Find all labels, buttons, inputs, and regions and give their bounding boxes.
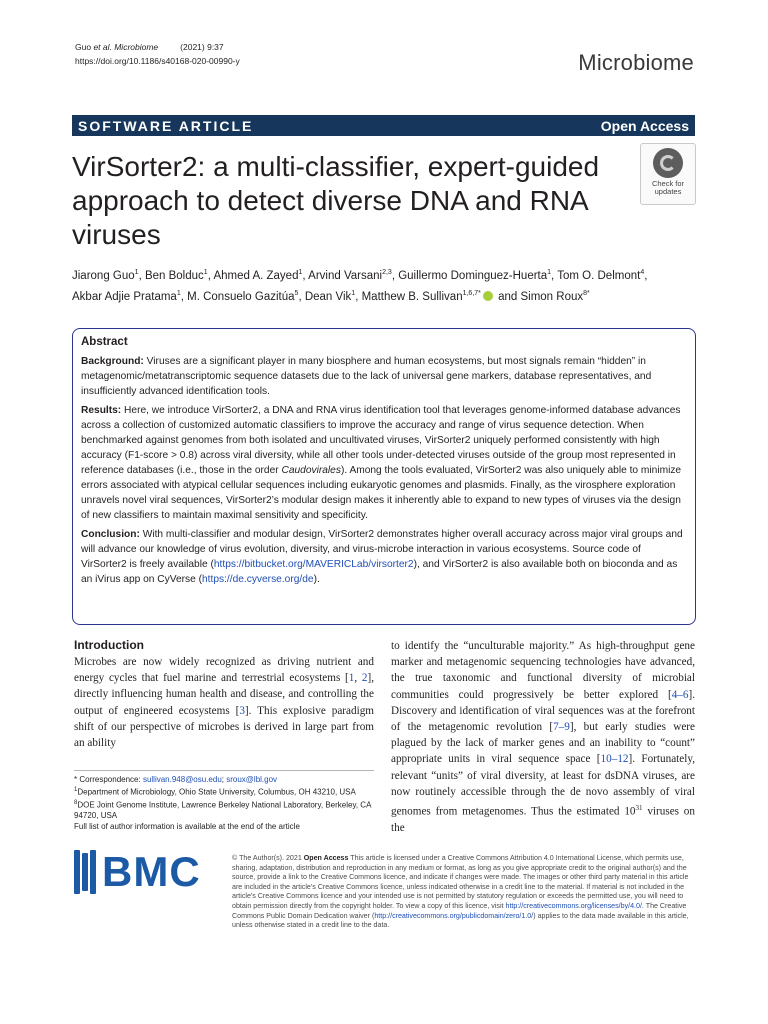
author-name: Ahmed A. Zayed [213, 269, 299, 282]
author-name: M. Consuelo Gazitúa [187, 290, 295, 303]
citation-ref[interactable]: 10–12 [600, 753, 629, 766]
affiliation-marker: 1 [176, 289, 181, 297]
email-link[interactable]: sullivan.948@osu.edu [142, 775, 222, 784]
introduction-heading: Introduction [74, 638, 144, 652]
abstract-results: Results: Here, we introduce VirSorter2, a DNA and RNA virus identification tool that leverages genome-informed database advances across a collection of customized automatic classifiers to improve the accuracy and range of virus sequence detection. When benchmarked against genomes from both isolated and uncultivated viruses, VirSorter2 uniquely performed consistently with high accuracy (F1-score > 0.8) across viral diversity, while all other tools under-detected viruses outside of the group most represented in reference databases (i.e., those in the order Caudovirales). Among the tools evaluated, VirSorter2 was also uniquely able to minimize errors associated with atypical cellular sequences including eukaryotic genomes and plasmids. Finally, as the virosphere exploration unravels novel viral sequences, VirSorter2’s modular design makes it inherently able to expand to new types of viruses via the design of new classifiers to maintain maximal sensitivity and specificity. [81, 405, 682, 521]
author-line-2: Akbar Adjie Pratama$^1$, M. Consuelo Gazitúa$^5$, Dean Vik$^1$, Matthew B. Sullivan$^{1,6,7*}$ and Simon Roux$^{8*}$ [72, 289, 590, 303]
bmc-logo [74, 848, 201, 896]
citation-ref[interactable]: 1 [348, 672, 355, 685]
cyverse-link[interactable]: https://de.cyverse.org/de [202, 574, 314, 585]
bmc-wordmark: BMC [102, 848, 201, 895]
footnotes [74, 770, 374, 832]
intro-paragraph-left: Microbes are now widely recognized as driving nutrient and energy cycles that fuel marine and terrestrial ecosystems [1, 2], directly influencing human health and disease, and controlling the output of engineered ecosystems [3]. This explosive paradigm shift of our perspective of microbes is derived in large part from an ability [74, 656, 374, 750]
body-column-left [74, 638, 374, 751]
article-type-banner [72, 115, 695, 136]
check-for-updates-button[interactable]: Check for updates [640, 143, 696, 205]
article-type: SOFTWARE ARTICLE [78, 117, 254, 134]
orcid-icon[interactable] [483, 291, 493, 301]
affiliation-marker: 1 [203, 269, 208, 276]
author-name: Akbar Adjie Pratama [72, 290, 177, 303]
citation-ref[interactable]: 7–9 [553, 721, 570, 734]
doi-link[interactable]: https://doi.org/10.1186/s40168-020-00990-y [75, 56, 240, 66]
cc-by-link[interactable]: http://creativecommons.org/licenses/by/4.0/ [505, 901, 642, 910]
affiliation-marker: 8* [583, 289, 590, 297]
intro-paragraph-right: to identify the “unculturable majority.” As high-throughput gene marker and metagenomic sequencing technologies have advanced, the true taxonomic and functional diversity of microbial communities could progressively be better explored [4–6]. Discovery and identification of viral sequences was at the forefront of the metagenomic revolution [7–9], but early studies were plagued by the lack of marker genes and an inability to “count” appropriate units in viral sequence space [10–12]. Fortunately, relevant “units” of viral diversity, at least for dsDNA viruses, are now routinely accessible through the de novo assembly of viral genomes from metagenomes. Thus the estimated $10^{31}$ viruses on the [391, 640, 696, 834]
affiliation-marker: 1 [547, 269, 552, 276]
crossmark-icon [653, 148, 683, 178]
affiliation-1: $^1$Department of Microbiology, Ohio State University, Columbus, OH 43210, USA [74, 787, 356, 797]
bitbucket-link[interactable]: https://bitbucket.org/MAVERICLab/virsorter2 [213, 559, 414, 570]
bmc-mark-icon [74, 850, 96, 894]
author-name: Ben Bolduc [144, 269, 204, 282]
author-name: Arvind Varsani [308, 269, 383, 282]
author-name: Tom O. Delmont [557, 269, 641, 282]
author-line-1: Jiarong Guo$^1$, Ben Bolduc$^1$, Ahmed A. Zayed$^1$, Arvind Varsani$^{2,3}$, Guillermo Dominguez-Huerta$^1$, Tom O. Delmont$^4$, [72, 269, 648, 282]
open-access-label: Open Access [600, 117, 689, 134]
journal-name: Microbiome [578, 50, 694, 75]
affiliation-marker: 1 [351, 289, 356, 297]
author-name: Jiarong Guo [72, 269, 135, 282]
abstract-conclusion: Conclusion: With multi-classifier and modular design, VirSorter2 demonstrates higher overall accuracy across major viral groups and will advance our knowledge of virus evolution, diversity, and virus-microbe interaction in various ecosystems. Source code of VirSorter2 is freely available (https://bitbucket.org/MAVERICLab/virsorter2), and VirSorter2 is also available both on bioconda and as an iVirus app on CyVerse (https://de.cyverse.org/de). [81, 529, 683, 585]
affiliation-marker: 5 [294, 289, 299, 297]
abstract-heading: Abstract [81, 336, 128, 348]
body-column-right [391, 638, 695, 836]
abstract-background: Background: Viruses are a significant player in many biosphere and human ecosystems, but most signals remain “hidden” in metagenomic/metatranscriptomic sequence datasets due to the lack of universal gene markers, database representatives, and insufficiently advanced identification tools. [81, 356, 652, 397]
affiliation-marker: 1 [298, 269, 303, 276]
author-list [72, 264, 697, 306]
author-name: Guillermo Dominguez-Huerta [398, 269, 548, 282]
correspondence: * Correspondence: sullivan.948@osu.edu; sroux@lbl.gov [74, 775, 278, 784]
author-name: Dean Vik [304, 290, 352, 303]
citation-year: (2021) 9:37 [180, 42, 224, 52]
license-text: © The Author(s). 2021 Open Access This article is licensed under a Creative Commons Attribution 4.0 International License, which permits use, sharing, adaptation, distribution and reproduction in any medium or format, as long as you give appropriate credit to the original author(s) and the source, provide a link to the Creative Commons licence, and indicate if changes were made. The images or other third party material in this article are included in the article's Creative Commons licence, unless indicated otherwise in a credit line to the material. If material is not included in the article's Creative Commons licence and your intended use is not permitted by statutory regulation or exceeds the permitted use, you will need to obtain permission directly from the copyright holder. To view a copy of this licence, visit http://creativecommons.org/licenses/by/4.0/. The Creative Commons Public Domain Dedication waiver (http://creativecommons.org/publicdomain/zero/1.0/) applies to the data made available in this article, unless otherwise stated in a credit line to the data. [232, 854, 689, 930]
affiliation-8: $^8$DOE Joint Genome Institute, Lawrence Berkeley National Laboratory, Berkeley, CA 94720, USA [74, 799, 371, 821]
citation-ref[interactable]: 3 [239, 704, 245, 717]
affiliation-marker: 1,6,7* [462, 289, 481, 297]
citation-ref[interactable]: 2 [361, 672, 368, 685]
author-info-note: Full list of author information is available at the end of the article [74, 822, 300, 832]
affiliation-marker: 2,3 [382, 269, 392, 276]
affiliation-marker: 1 [134, 269, 139, 276]
email-link[interactable]: sroux@lbl.gov [226, 775, 278, 784]
citation-ref[interactable]: 4–6 [671, 688, 689, 701]
author-name: Simon Roux [520, 290, 584, 303]
abstract-box [72, 328, 696, 625]
running-header [75, 40, 240, 68]
affiliation-marker: 4 [640, 269, 645, 276]
article-title: VirSorter2: a multi-classifier, expert-guided approach to detect diverse DNA and RNA viruses [72, 151, 600, 250]
cc-zero-link[interactable]: http://creativecommons.org/publicdomain/zero/1.0/ [374, 911, 534, 920]
citation: Guo et al. Microbiome [75, 42, 159, 52]
author-name: Matthew B. Sullivan [361, 290, 463, 303]
